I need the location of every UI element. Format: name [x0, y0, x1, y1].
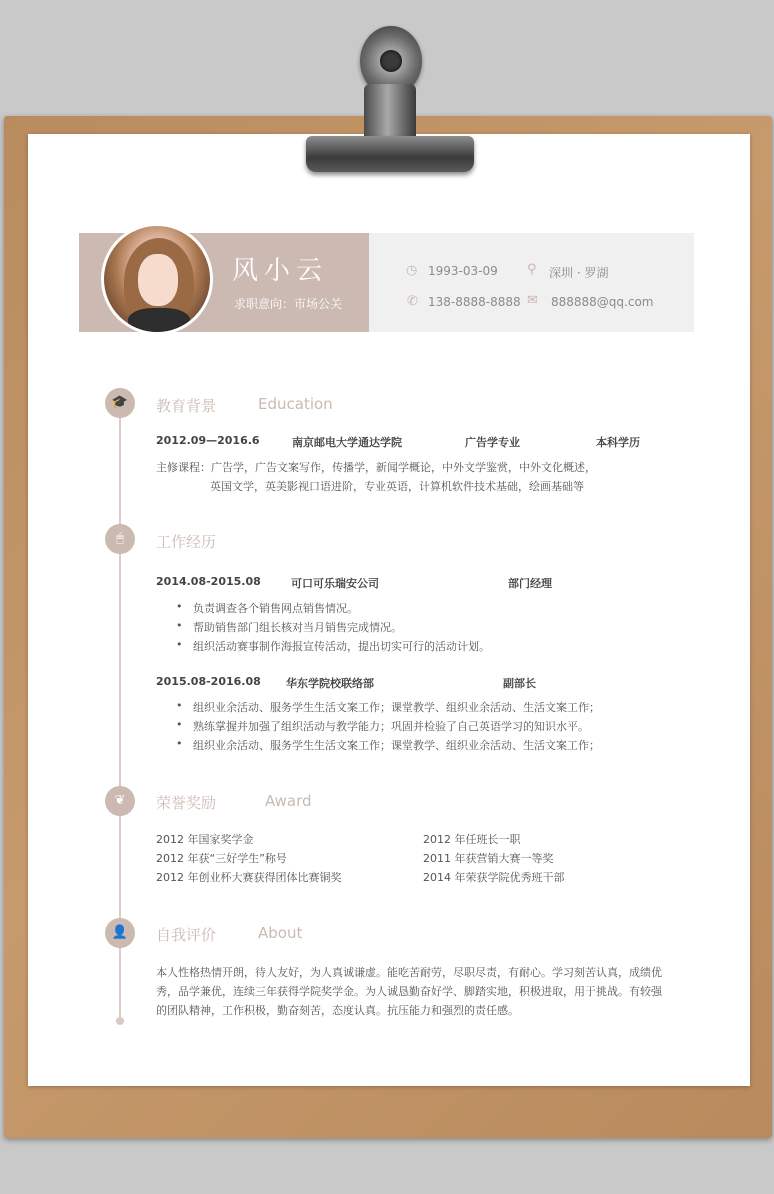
leaf-icon: ❦ [105, 786, 135, 816]
bullet: • [176, 600, 183, 613]
edu-degree: 本科学历 [596, 436, 640, 449]
job2-duty: 组织业余活动、服务学生生活文案工作；课堂教学、组织业余活动、生活文案工作； [193, 739, 600, 752]
award-title: 荣誉奖励 [156, 794, 217, 812]
clock-icon: ◷ [406, 263, 418, 278]
job2-company: 华东学院校联络部 [286, 677, 374, 690]
person-name: 风小云 [232, 256, 329, 286]
job1-duty: 帮助销售部门组长核对当月销售完成情况。 [193, 621, 402, 634]
timeline-end-dot [116, 1017, 124, 1025]
award-item: 2012 年任班长一职 [423, 833, 521, 846]
edu-school: 南京邮电大学通达学院 [292, 436, 402, 449]
job1-period: 2014.08-2015.08 [156, 575, 261, 588]
job1-duty: 组织活动赛事制作海报宣传活动，提出切实可行的活动计划。 [193, 640, 490, 653]
education-title-en: Education [258, 395, 333, 413]
bullet: • [176, 699, 183, 712]
award-item: 2012 年获“三好学生”称号 [156, 852, 287, 865]
avatar [101, 223, 213, 335]
phone-icon: ✆ [407, 294, 418, 309]
mouse-icon: 🖱 [105, 524, 135, 554]
header-info-panel [369, 233, 694, 332]
job-intent: 求职意向：市场公关 [234, 297, 343, 311]
bullet: • [176, 737, 183, 750]
clip-base [306, 136, 474, 172]
bullet: • [176, 718, 183, 731]
email: 888888@qq.com [551, 295, 654, 309]
mail-icon: ✉ [527, 293, 538, 308]
job1-position: 部门经理 [508, 577, 552, 590]
award-item: 2012 年国家奖学金 [156, 833, 254, 846]
bullet: • [176, 638, 183, 651]
award-title-en: Award [265, 792, 312, 810]
edu-period: 2012.09—2016.6 [156, 434, 260, 447]
person-icon: 👤 [105, 918, 135, 948]
graduation-cap-icon: 🎓 [105, 388, 135, 418]
birth-date: 1993-03-09 [428, 264, 498, 278]
about-line1: 本人性格热情开朗，待人友好，为人真诚谦虚。能吃苦耐劳，尽职尽责，有耐心。学习刻苦认真，成绩优 [156, 966, 662, 979]
about-title: 自我评价 [156, 926, 217, 944]
about-line3: 的团队精神，工作积极，勤奋刻苦，态度认真。抗压能力和强烈的责任感。 [156, 1004, 519, 1017]
edu-courses-line2: 英国文学，英美影视口语进阶，专业英语，计算机软件技术基础，绘画基础等 [210, 480, 584, 493]
education-title: 教育背景 [156, 397, 217, 415]
job2-position: 副部长 [503, 677, 536, 690]
job1-company: 可口可乐瑞安公司 [291, 577, 379, 590]
job2-duty: 组织业余活动、服务学生生活文案工作；课堂教学、组织业余活动、生活文案工作； [193, 701, 600, 714]
about-line2: 秀，品学兼优，连续三年获得学院奖学金。为人诚恳勤奋好学、脚踏实地，积极进取，用于挑战。有较强 [156, 985, 662, 998]
edu-major: 广告学专业 [465, 436, 520, 449]
job1-duty: 负责调查各个销售网点销售情况。 [193, 602, 358, 615]
award-item: 2011 年获营销大赛一等奖 [423, 852, 554, 865]
award-item: 2014 年荣获学院优秀班干部 [423, 871, 565, 884]
job2-period: 2015.08-2016.08 [156, 675, 261, 688]
location-pin-icon: ⚲ [527, 262, 537, 277]
phone: 138-8888-8888 [428, 295, 521, 309]
about-title-en: About [258, 924, 303, 942]
bullet: • [176, 619, 183, 632]
edu-courses-line1: 主修课程：广告学，广告文案写作，传播学，新闻学概论，中外文学鉴赏，中外文化概述， [156, 461, 596, 474]
location: 深圳 · 罗湖 [549, 266, 609, 280]
work-title: 工作经历 [156, 533, 217, 551]
clip-stem [364, 84, 416, 144]
job2-duty: 熟练掌握并加强了组织活动与教学能力；巩固并检验了自己英语学习的知识水平。 [193, 720, 589, 733]
award-item: 2012 年创业杯大赛获得团体比赛铜奖 [156, 871, 342, 884]
